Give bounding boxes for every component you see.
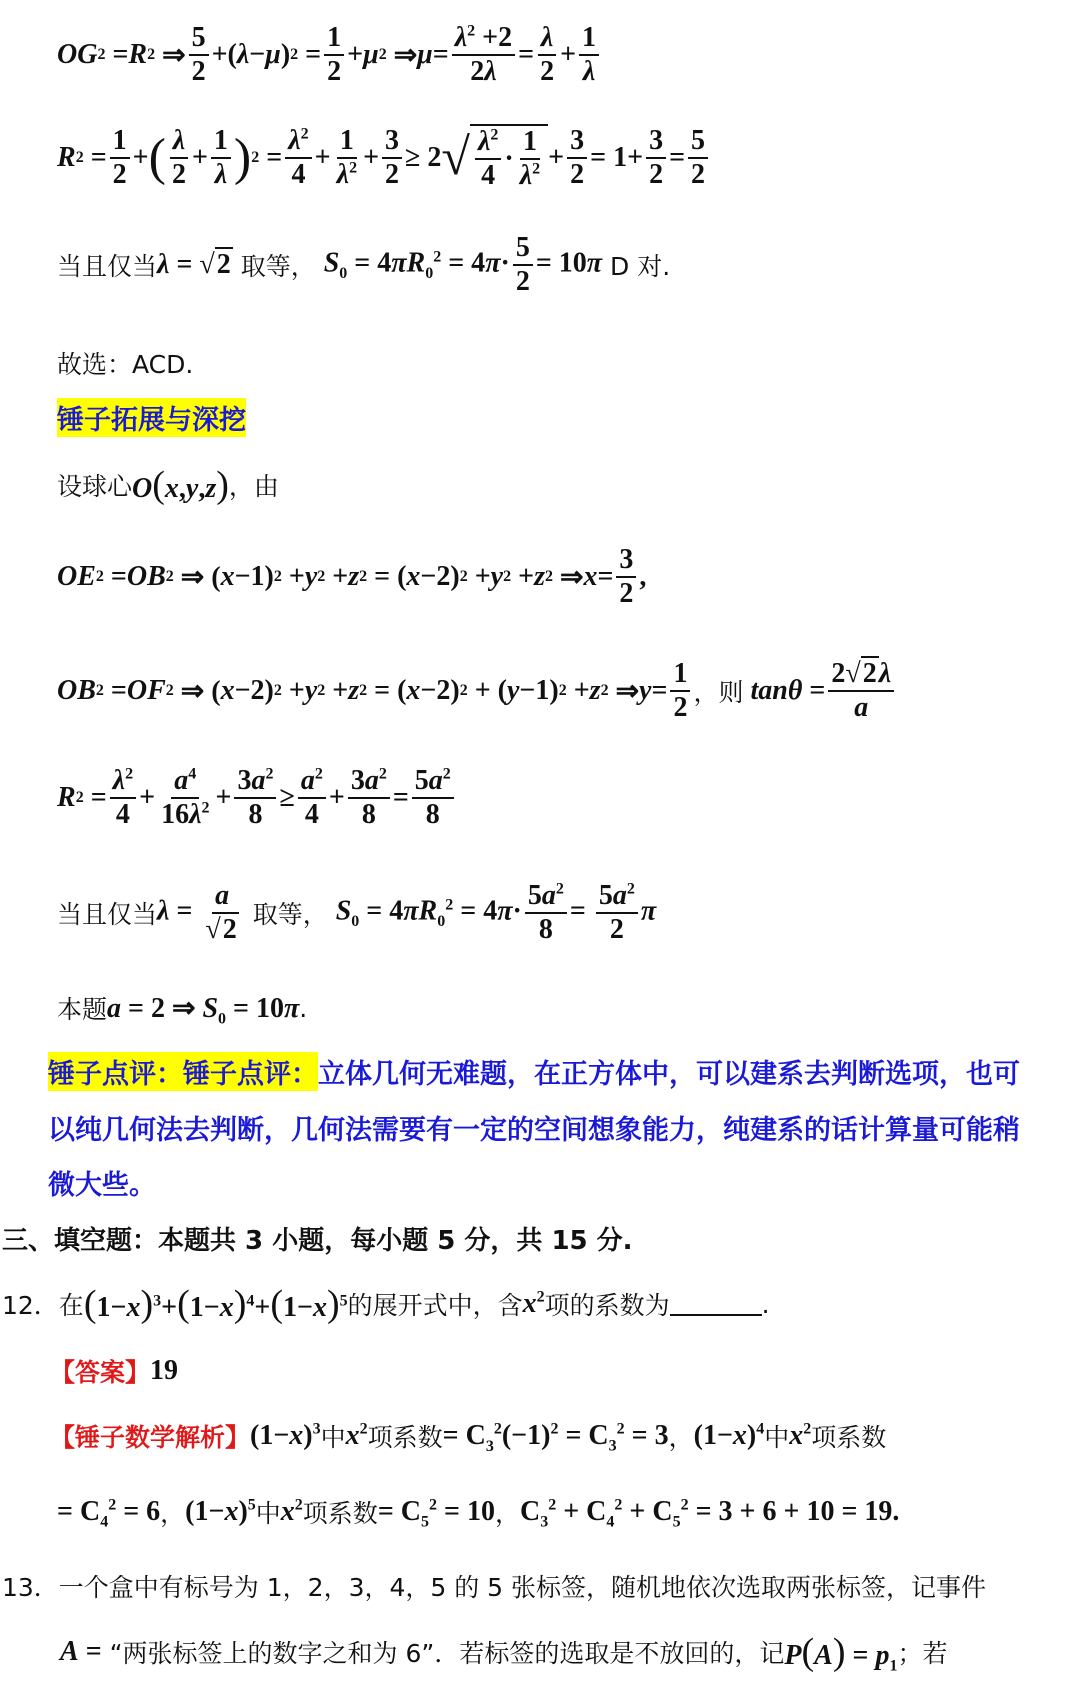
equation-og2: OG 2 = R 2 ⇒ $\frac{5}{2}$ +( λ − μ ) 2 = $\frac{1}{2}$ + μ 2 ⇒ μ = $\frac{\lambda^2 +2}{2\lambda}$ = $\frac{\lambda}{2}$ + $\frac{1}{\lambda}$ — [57, 22, 602, 88]
answer-selection: 故选：ACD. — [57, 350, 194, 379]
section-heading: 三、填空题：本题共 3 小题，每小题 5 分，共 15 分. — [2, 1226, 633, 1256]
answer-line: 【答案】 19 — [50, 1355, 179, 1387]
extension-title: 锤子拓展与深挖 — [57, 398, 246, 437]
analysis-line-1: 【锤子数学解析】 $(1-x)^3$ 中 $x^2$ 项系数 = $C_3^2(-1)^2 = C_3^2 = 3$ ， $(1-x)^4$ 中 $x^2$ 项系数 — [50, 1420, 887, 1455]
equality-condition-1: 当且仅当 λ = √2 取等， $S_0 = 4\pi R_0^2 = 4\pi\cdot$ $\frac{5}{2}$ = 10π D 对. — [57, 232, 671, 298]
question-13-line-2: A = “两张标签上的数字之和为 6”．若标签的选取是不放回的，记 $P(A) = p_1$ ；若 — [60, 1631, 948, 1675]
equality-condition-2: 当且仅当 λ = $\frac{a}{√2}$ 取等， $S_0 = 4\pi R_0^2 = 4\pi\cdot$ $\frac{5a^2}{8}$ = $\frac{5a^2}{2}$ π — [57, 880, 657, 946]
equation-oe-ob: OE 2 = OB 2 ⇒ ( x −1) 2 + y 2 + z 2 = ( x −2) 2 + y 2 + z 2 ⇒ x = $\frac{3}{2}$ , — [57, 544, 647, 610]
analysis-line-2: = $C_4^2 = 6$ ， $(1-x)^5$ 中 $x^2$ 项系数 = $C_5^2 = 10$ ， $C_3^2 + C_4^2 + C_5^2 = 3 + 6 + 10 = 19$. — [57, 1496, 900, 1531]
review-line-2: 以纯几何法去判断，几何法需要有一定的空间想象能力，纯建系的话计算量可能稍 — [48, 1115, 1020, 1146]
equation-ob-of: OB 2 = OF 2 ⇒ ( x −2) 2 + y 2 + z 2 = ( x −2) 2 + ( y −1) 2 + z 2 ⇒ y = $\frac{1}{2}$ ，则 tanθ = $\frac{2√2\lambda}{a}$ — [57, 658, 897, 724]
review-line-3: 微大些。 — [48, 1170, 156, 1201]
answer-blank — [670, 1292, 762, 1316]
question-13-line-1: 13．一个盒中有标号为 1，2，3，4，5 的 5 张标签，随机地依次选取两张标签，记事件 — [2, 1573, 987, 1602]
equation-r2-a: R 2 = $\frac{\lambda^2}{4}$ + $\frac{a^4}{16\lambda^2}$ + $\frac{3a^2}{8}$ ≥ $\frac{a^2}{4}$ + $\frac{3a^2}{8}$ = $\frac{5a^2}{8}$ — [57, 765, 457, 831]
question-12: 12．在 $(1-x)^3+(1-x)^4+(1-x)^5$ 的展开式中，含 $x^2$ 项的系数为 . — [2, 1283, 770, 1325]
review-line-1: 锤子点评：锤子点评： 立体几何无难题，在正方体中，可以建系去判断选项，也可 — [48, 1052, 1020, 1091]
setup-line: 设球心 O(x,y,z) ，由 — [57, 464, 279, 506]
equation-r2-inequality: R 2 = $\frac{1}{2}$ + ( $\frac{\lambda}{2}$ + $\frac{1}{\lambda}$ ) 2 = $\frac{\lambda^2}{4}$ + $\frac{1}{\lambda^2}$ + $\frac{3}{2}$ ≥ 2 √ $\frac{\lambda^2}{4}$ · $\frac{1}{\lambda^2}$ + $\frac{3}{2}$ = 1+ $\frac{3}{2}$ = $\frac{5}{2}$ — [57, 124, 711, 192]
this-problem-line: 本题 a = 2 ⇒ $S_0 = 10\pi$ . — [57, 993, 308, 1028]
review-label: 锤子点评：锤子点评： — [48, 1052, 318, 1091]
